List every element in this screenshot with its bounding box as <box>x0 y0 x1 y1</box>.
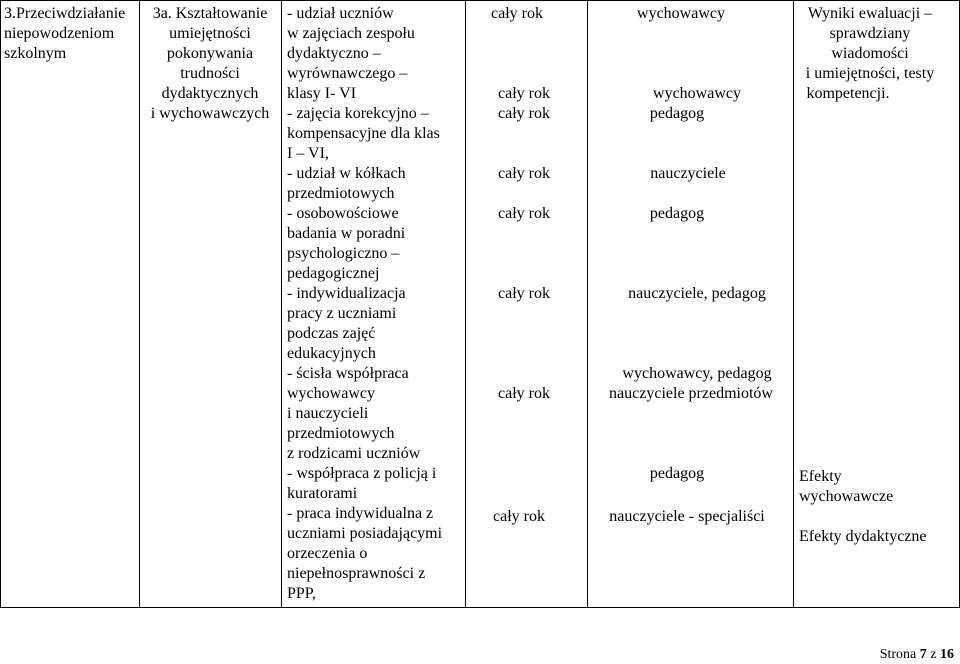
activity-line: - osobowościowe <box>287 205 399 222</box>
table-border-bottom <box>0 607 960 608</box>
activity-line: orzeczenia o <box>287 545 368 562</box>
activity-line: PPP, <box>287 585 316 602</box>
responsible-line: pedagog <box>649 205 705 222</box>
column-divider <box>465 0 466 608</box>
column-divider <box>281 0 282 608</box>
task-line: pokonywania <box>166 45 254 62</box>
page-separator: z <box>926 647 940 662</box>
table-border-top <box>0 0 960 1</box>
term-line: cały rok <box>491 5 543 22</box>
term-line: cały rok <box>498 85 550 102</box>
activity-line: - zajęcia korekcyjno – <box>287 105 429 122</box>
responsible-line: nauczyciele przedmiotów <box>609 385 773 402</box>
page-label: Strona <box>879 647 920 662</box>
responsible-line: nauczyciele <box>650 165 726 182</box>
total-pages: 16 <box>940 647 954 662</box>
activity-line: - praca indywidualna z <box>287 505 434 522</box>
activity-line: - udział uczniów <box>287 5 394 22</box>
term-line: cały rok <box>498 105 550 122</box>
term-line: cały rok <box>498 385 550 402</box>
activity-line: kompensacyjne dla klas <box>287 125 440 142</box>
task-line: 3a. Kształtowanie <box>152 5 268 22</box>
evaluation-line: Efekty <box>799 468 842 485</box>
evaluation-line: Wyniki ewaluacji – <box>807 5 933 22</box>
activity-line: pedagogicznej <box>287 265 380 282</box>
activity-line: - indywidualizacja <box>287 285 406 302</box>
activity-line: edukacyjnych <box>287 345 376 362</box>
activity-line: psychologiczno – <box>287 245 400 262</box>
activity-line: dydaktyczno – <box>287 45 381 62</box>
activity-line: niepełnosprawności z <box>287 565 426 582</box>
evaluation-line: Efekty dydaktyczne <box>799 528 927 545</box>
activity-line: I – VI, <box>287 145 329 162</box>
term-line: cały rok <box>498 205 550 222</box>
responsible-line: pedagog <box>649 465 705 482</box>
task-line: i wychowawczych <box>150 105 270 122</box>
task-line: dydaktycznych <box>161 85 259 102</box>
evaluation-line: sprawdziany <box>829 25 911 42</box>
current-page: 7 <box>919 647 927 662</box>
task-line: umiejętności <box>169 25 251 42</box>
activity-line: wychowawcy <box>287 385 375 402</box>
activity-line: kuratorami <box>287 485 358 502</box>
area-line: szkolnym <box>4 45 67 62</box>
activity-line: przedmiotowych <box>287 425 395 442</box>
term-line: cały rok <box>493 508 545 525</box>
area-line: niepowodzeniom <box>4 25 115 42</box>
activity-line: uczniami posiadającymi <box>287 525 443 542</box>
term-line: cały rok <box>498 165 550 182</box>
responsible-line: wychowawcy <box>637 5 725 22</box>
column-divider <box>793 0 794 608</box>
activity-line: wyrównawczego – <box>287 65 408 82</box>
responsible-line: wychowawcy <box>653 85 741 102</box>
term-line: cały rok <box>498 285 550 302</box>
activity-line: badania w poradni <box>287 225 406 242</box>
column-divider <box>139 0 140 608</box>
activity-line: w zajęciach zespołu <box>287 25 415 42</box>
evaluation-line: kompetencji. <box>806 85 890 102</box>
table-border-left <box>0 0 1 608</box>
responsible-line: nauczyciele, pedagog <box>628 285 766 302</box>
evaluation-line: i umiejętności, testy <box>805 65 935 82</box>
page-number <box>880 647 954 663</box>
activity-line: - współpraca z policją i <box>287 465 437 482</box>
activity-line: pracy z uczniami <box>287 305 397 322</box>
activity-line: z rodzicami uczniów <box>287 445 421 462</box>
responsible-line: nauczyciele - specjaliści <box>609 508 765 525</box>
evaluation-line: wiadomości <box>831 45 909 62</box>
activity-line: klasy I- VI <box>287 85 357 102</box>
activity-line: podczas zajęć <box>287 325 376 342</box>
task-line: trudności <box>180 65 240 82</box>
activity-line: i nauczycieli <box>287 405 369 422</box>
activity-line: - ścisła współpraca <box>287 365 409 382</box>
responsible-line: wychowawcy, pedagog <box>622 365 772 382</box>
responsible-line: pedagog <box>649 105 705 122</box>
activity-line: przedmiotowych <box>287 185 395 202</box>
activity-line: - udział w kółkach <box>287 165 406 182</box>
evaluation-line: wychowawcze <box>799 488 894 505</box>
area-line: 3.Przeciwdziałanie <box>4 5 126 22</box>
column-divider <box>587 0 588 608</box>
